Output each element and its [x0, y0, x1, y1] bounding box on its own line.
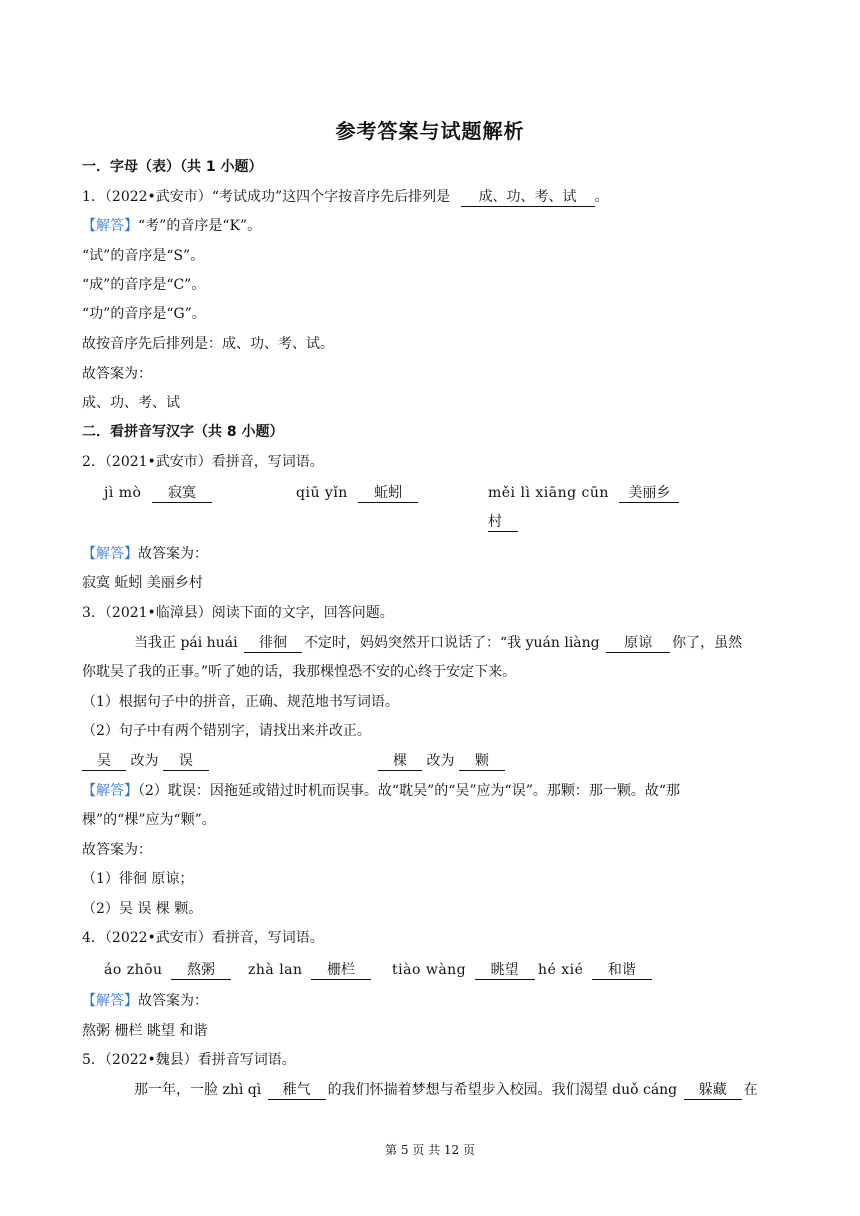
- q3-ans2: （2）吴 误 棵 颗。: [82, 901, 203, 917]
- answer-blank: 眺望: [475, 961, 535, 980]
- jieda-tag: 【解答】: [82, 218, 138, 234]
- q2-item: [296, 483, 418, 503]
- q1-jieda-line: [82, 216, 261, 236]
- q3-paragraph-line2: 你耽吴了我的正事。”听了她的话，我那棵惶恐不安的心终于安定下来。: [82, 664, 517, 680]
- q1-line: “试”的音序是“S”。: [82, 248, 205, 264]
- jieda-tag: 【解答】: [82, 546, 138, 562]
- answer-blank: 吴: [82, 752, 126, 771]
- q4-stem: 4．（2022•武安市）看拼音，写词语。: [82, 930, 324, 946]
- pinyin: hé xié: [538, 962, 584, 978]
- q1-line: “成”的音序是“C”。: [82, 277, 206, 293]
- q5-text: 那一年，一脸 zhì qì: [134, 1082, 262, 1098]
- q4-jieda-text: 故答案为：: [138, 993, 208, 1009]
- page-footer: 第 5 页 共 12 页: [385, 1143, 475, 1157]
- q1-line: “考”的音序是“K”。: [138, 218, 262, 234]
- q1-tail: 。: [594, 189, 609, 205]
- q3-text: 不定时，妈妈突然开口说话了：“我 yuán liàng: [304, 635, 600, 651]
- q2-jieda-text: 故答案为：: [138, 546, 208, 562]
- q3-sub1: （1）根据句子中的拼音，正确、规范地书写词语。: [82, 694, 399, 710]
- section-heading-1: 一．字母（表）（共 1 小题）: [82, 159, 263, 175]
- q5-text: 的我们怀揣着梦想与希望步入校园。我们渴望 duǒ cáng: [327, 1082, 678, 1098]
- q5-stem: 5．（2022•魏县）看拼音写词语。: [82, 1052, 296, 1068]
- answer-blank: 和谐: [592, 961, 652, 980]
- answer-blank: 徘徊: [244, 634, 302, 653]
- q5-text: 在: [743, 1082, 758, 1098]
- q3-sub2: （2）句子中有两个错别字，请找出来并改正。: [82, 723, 371, 739]
- pinyin: zhà lan: [248, 962, 303, 978]
- q2-stem: 2．（2021•武安市）看拼音，写词语。: [82, 454, 324, 470]
- q4-final: 熬粥 栅栏 眺望 和谐: [82, 1023, 208, 1039]
- pinyin: áo zhōu: [104, 962, 163, 978]
- answer-blank: 栅栏: [311, 961, 371, 980]
- q3-jieda-line: [82, 781, 680, 801]
- answer-blank: 躲藏: [684, 1081, 742, 1100]
- q3-text: 改为: [130, 753, 159, 769]
- pinyin: měi lì xiāng cūn: [488, 485, 609, 501]
- q3-paragraph-line1: [134, 633, 742, 653]
- answer-blank: 原谅: [606, 634, 670, 653]
- answer-blank: 误: [163, 752, 209, 771]
- q1-line: 故按音序先后排列是：成、功、考、试。: [82, 336, 334, 352]
- answer-blank: 寂寞: [152, 484, 212, 503]
- answer-blank: 熬粥: [171, 961, 231, 980]
- q4-item: [104, 960, 231, 980]
- q3-stem: 3．（2021•临漳县）阅读下面的文字，回答问题。: [82, 605, 394, 621]
- q1-line: 成、功、考、试: [82, 395, 180, 411]
- q1-stem: [82, 187, 609, 207]
- jieda-tag: 【解答】: [82, 993, 138, 1009]
- q3-correction-2: [378, 751, 505, 771]
- pinyin: tiào wàng: [392, 962, 467, 978]
- answer-blank: 美丽乡: [619, 484, 679, 503]
- q4-jieda-line: [82, 991, 208, 1011]
- q4-item: [248, 960, 371, 980]
- q3-text: 你了，虽然: [672, 635, 743, 651]
- page-title: 参考答案与试题解析: [335, 119, 525, 143]
- answer-blank-cont: 村: [488, 513, 518, 532]
- q3-gudaan: 故答案为：: [82, 842, 152, 858]
- q3-jieda-line2: 棵”的“棵”应为“颗”。: [82, 812, 216, 828]
- q2-final: 寂寞 蚯蚓 美丽乡村: [82, 575, 203, 591]
- q3-ans1: （1）徘徊 原谅；: [82, 871, 194, 887]
- answer-blank: 蚯蚓: [358, 484, 418, 503]
- section-heading-2: 二．看拼音写汉字（共 8 小题）: [82, 424, 284, 440]
- q1-answer-blank: 成、功、考、试: [461, 188, 595, 207]
- answer-blank: 稚气: [268, 1081, 326, 1100]
- answer-blank: 棵: [378, 752, 422, 771]
- q3-jieda-text: （2）耽误：因拖延或错过时机而误事。故“耽吴”的“吴”应为“误”。那颗：那一颗。故“那: [138, 783, 681, 799]
- answer-blank: 颗: [459, 752, 505, 771]
- q5-paragraph-line1: [134, 1080, 758, 1100]
- q4-item: [538, 960, 652, 980]
- q1-stem-text: 1．（2022•武安市）“考试成功”这四个字按音序先后排列是: [82, 189, 451, 205]
- jieda-tag: 【解答】: [82, 783, 138, 799]
- q2-jieda-line: [82, 544, 208, 564]
- q2-item: [488, 483, 679, 503]
- q2-item-cont: [488, 512, 518, 532]
- q1-line: “功”的音序是“G”。: [82, 306, 206, 322]
- q1-line: 故答案为：: [82, 366, 152, 382]
- q2-item: [104, 483, 212, 503]
- q4-item: [392, 960, 535, 980]
- q3-text: 当我正 pái huái: [134, 635, 238, 651]
- pinyin: qiū yǐn: [296, 485, 348, 501]
- q3-text: 改为: [426, 753, 455, 769]
- pinyin: jì mò: [104, 485, 142, 501]
- q3-correction-1: [82, 751, 209, 771]
